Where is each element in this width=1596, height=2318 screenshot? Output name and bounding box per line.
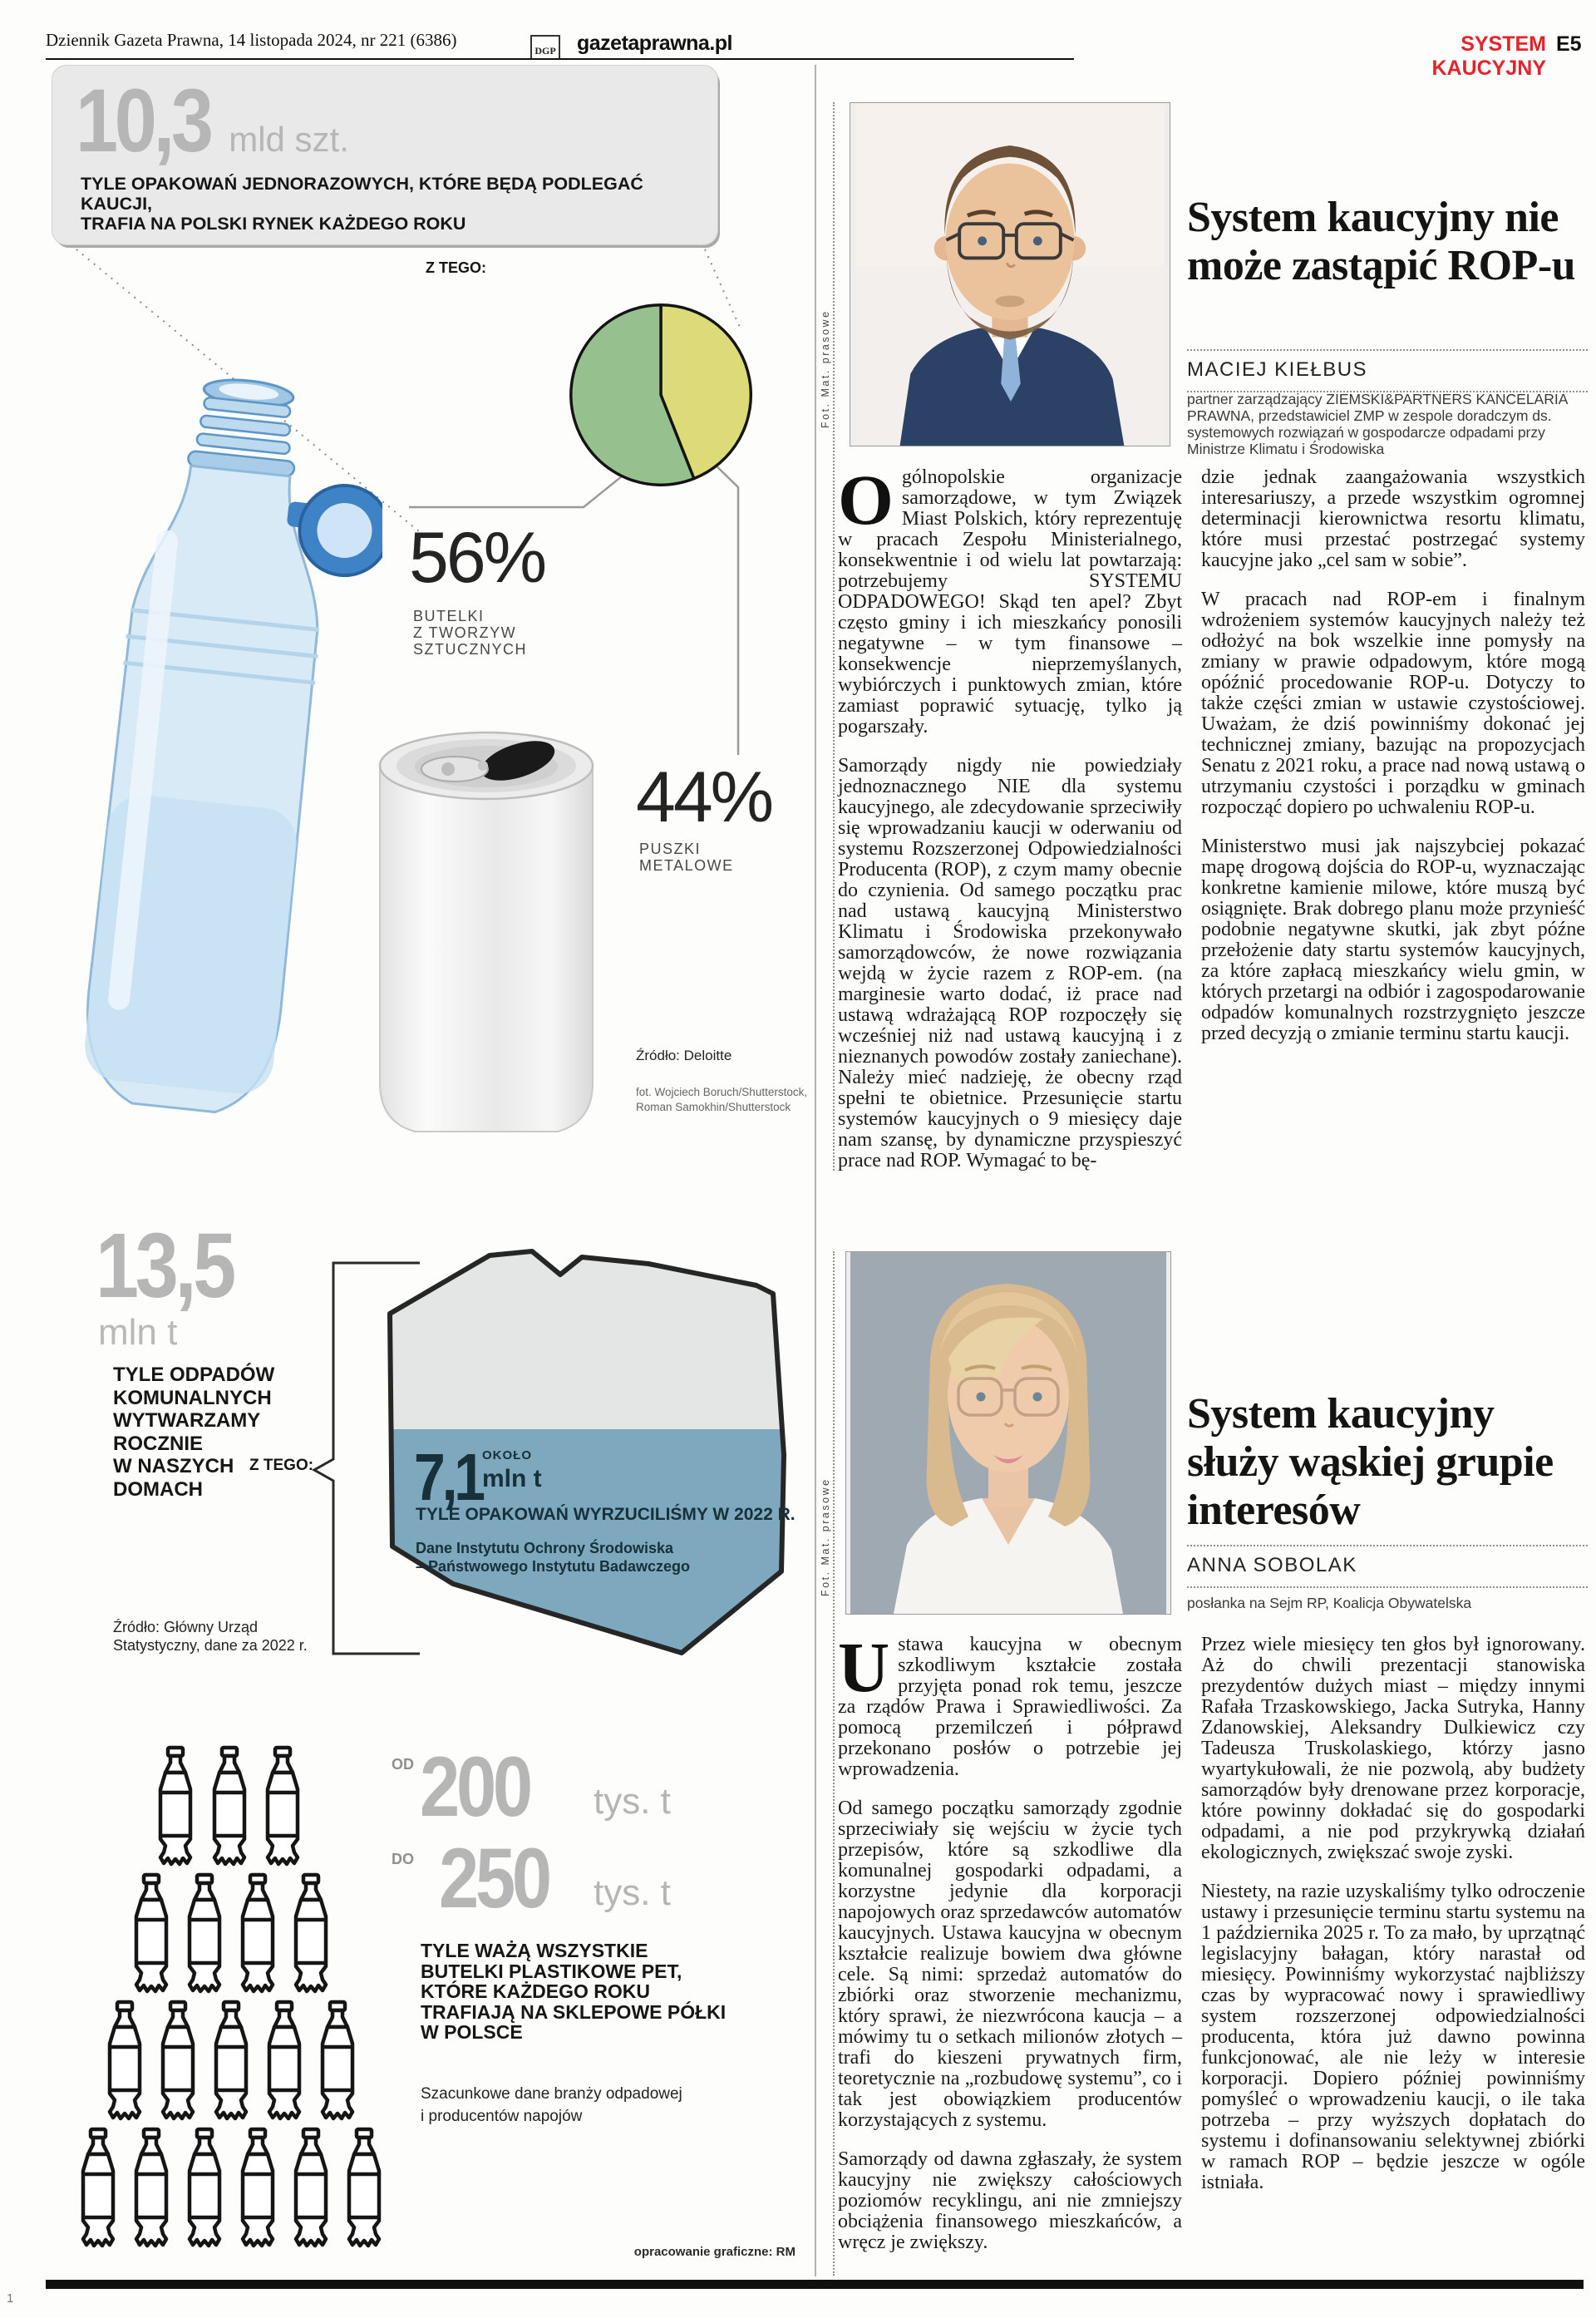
- caption-line: TRAFIAJĄ NA SKLEPOWE PÓŁKI: [421, 2000, 727, 2023]
- article1-author-photo: [850, 102, 1170, 446]
- infographic3-to-value: 250: [439, 1831, 549, 1926]
- infographic2-value: 13,5: [96, 1215, 233, 1317]
- pie-caption-44: [639, 841, 734, 874]
- article2-author: ANNA SOBOLAK: [1187, 1545, 1588, 1588]
- bottom-rule: [46, 2280, 1584, 2289]
- article1-column1: [838, 460, 1182, 1190]
- paragraph: W pracach nad ROP-em i finalnym wdrożeniem systemów kaucyjnych należy też odłożyć na bok wszelkie inne pomysły na zmiany w prawie odpadowym, które mogą opóźnić procedowanie ROP-u. Dotyczy to także części zmian w ustawie czystościowej. Uważam, że dziś powinniśmy dokonać jej technicznej zmiany, bazując na propozycjach Senatu z 2021 roku, a prace nad nową ustawą o utrzymaniu czystości i porządku w gminach rozpocząć dopiero po uchwaleniu ROP-u.: [1201, 589, 1585, 818]
- note-line: i producentów napojów: [421, 2108, 583, 2125]
- infographic2-of-which-label: Z TEGO:: [249, 1457, 314, 1474]
- photo-credit-line: fot. Wojciech Boruch/Shutterstock,: [636, 1086, 808, 1098]
- infographic3-unit: tys. t: [594, 1781, 671, 1822]
- pie-caption-56-line: BUTELKI: [413, 608, 485, 624]
- infographic3-unit2: tys. t: [594, 1872, 671, 1913]
- infographic1-source: Źródło: Deloitte: [636, 1048, 732, 1063]
- infographic2-inner-source: [416, 1540, 690, 1576]
- pet-bottle-photo: [50, 370, 382, 1168]
- article2-author-photo: [845, 1251, 1171, 1615]
- infographic3-note: [421, 2083, 682, 2128]
- portrait-anna-sobolak: [846, 1252, 1170, 1614]
- column-divider: [815, 65, 816, 2276]
- infographic1-unit: mld szt.: [229, 120, 349, 159]
- caption-line: W NASZYCH: [113, 1455, 234, 1477]
- infographic2-unit: mln t: [98, 1312, 178, 1353]
- article1-dotted-rule: [833, 102, 835, 1171]
- infographic1-photo-credit: [636, 1085, 807, 1114]
- article2-photo-credit: Fot. Mat. prasowe: [820, 1471, 831, 1603]
- pie-caption-56: [413, 608, 527, 658]
- paragraph: Ogólnopolskie organizacje samorządowe, w tym Związek Miast Polskich, który reprezentuję w pracach Zespołu Ministerialnego, konsekwentnie i od wielu lat powtarzają: potrzebujemy SYSTEMU ODPADOWEGO! Skąd ten apel? Zbyt często gminy i ich mieszkańcy ponosili negatywne – w tym finansowe – konsekwencje nieprzemyślanych, wybiórczych i punktowych zmian, które zamiast poprawić sytuację, tylko ją pogarszały.: [838, 460, 1182, 737]
- caption-line: KOMUNALNYCH: [113, 1386, 272, 1409]
- source-line: Statystyczny, dane za 2022 r.: [113, 1637, 308, 1654]
- pie-caption-44-line: METALOWE: [639, 857, 734, 874]
- pie-caption-56-line: SZTUCZNYCH: [413, 641, 527, 658]
- caption-line: KTÓRE KAŻDEGO ROKU: [421, 1980, 650, 2002]
- caption-line: DOMACH: [113, 1477, 203, 1501]
- article2-author-bio: posłanka na Sejm RP, Koalicja Obywatelska: [1187, 1595, 1472, 1611]
- pie-label-44: 44%: [636, 757, 772, 837]
- article1-photo-credit: Fot. Mat. prasowe: [820, 303, 831, 435]
- source-line: – Państwowego Instytutu Badawczego: [416, 1557, 691, 1575]
- infographic1-box: [52, 65, 718, 245]
- article2-headline: System kaucyjny służy wąskiej grupie interesów: [1187, 1390, 1554, 1534]
- caption-line: TYLE WAŻĄ WSZYSTKIE: [421, 1940, 648, 1961]
- bottle-pyramid: [71, 1734, 420, 2266]
- dgp-logo: [530, 35, 560, 60]
- paragraph: Od samego początku samorządy zgodnie sprzeciwiały się wejściu w życie tych przepisów, które są szkodliwe dla komunalnej gospodarki odpadami, a korzystne jedynie dla korporacji napojowych oraz sprzedawców automatów kaucyjnych. Ustawa kaucyjna w obecnym kształcie realizuje bowiem dwa główne cele. Są nimi: sprzedaż automatów do zbiórki oraz stworzenie mechanizmu, który sprawi, że niezwrócona kaucja – a mówimy tu o setkach milionów złotych – trafi do kieszeni prywatnych firm, teoretycznie na „rozbudowę systemu”, co i tak jest obowiązkiem producentów korzystających z systemu.: [838, 1798, 1182, 2131]
- paragraph: Niestety, na razie uzyskaliśmy tylko odroczenie ustawy i przesunięcie terminu startu systemu na 1 października 2025 r. To za mało, by uprzątnąć legislacyjny bałagan, który narastał od miesięcy. Powinniśmy wykorzystać najbliższy czas by wypracować nowy i sprawiedliwy system rozszerzonej odpowiedzialności producenta, która już dawno powinna funkcjonować, ale nie leży w interesie korporacji. Dopiero później powinniśmy pomyśleć o wprowadzeniu kaucji, o ile taka potrzeba – przy wyższych dopłatach do systemu i dofinansowaniu selektywnej zbiórki w ramach ROP – będzie jeszcze w ogóle istniała.: [1201, 1881, 1585, 2193]
- packaging-pie-chart: [559, 293, 763, 497]
- paragraph: Ustawa kaucyjna w obecnym szkodliwym kształcie została przyjęta ponad rok temu, jeszcze za rządów Prawa i Sprawiedliwości. Za pomocą przemilczeń i półprawd przekonano posłów o potrzebie jej wprowadzenia.: [838, 1627, 1182, 1780]
- infographic1-of-which-label: Z TEGO:: [426, 259, 486, 276]
- article2-column2: [1201, 1635, 1585, 2212]
- section-title: SYSTEM KAUCYJNY: [1431, 32, 1546, 80]
- article2-dotted-rule: [833, 1251, 835, 2276]
- article1-column2: [1201, 467, 1585, 1063]
- caption-line: ROCZNIE: [113, 1432, 203, 1455]
- pie-caption-44-line: PUSZKI: [639, 841, 702, 857]
- caption-line: WYTWARZAMY: [113, 1409, 261, 1432]
- masthead-date-line: Dziennik Gazeta Prawna, 14 listopada 2024, nr 221 (6386): [46, 30, 457, 50]
- caption-line: TYLE ODPADÓW: [113, 1364, 275, 1386]
- metal-can-photo: [362, 694, 611, 1168]
- article2-column1: [838, 1627, 1182, 2271]
- infographic2-inner-value: 7,1: [414, 1440, 482, 1514]
- paragraph: dzie jednak zaangażowania wszystkich interesariuszy, a przede wszystkim ogromnej determinacji kierownictwa resortu klimatu, które musi przestać postrzegać systemy kaucyjne jako „cel sam w sobie”.: [1201, 466, 1585, 571]
- note-line: Szacunkowe dane branży odpadowej: [421, 2085, 682, 2103]
- infographic2-inner-unit: mln t: [482, 1465, 542, 1492]
- infographic2-source: [113, 1618, 308, 1655]
- infographic1-caption-line2: TRAFIA NA POLSKI RYNEK KAŻDEGO ROKU: [81, 214, 466, 234]
- paragraph: Samorządy nigdy nie powiedziały jednoznacznego NIE dla systemu kaucyjnego, ale zdecydowanie sprzeciwiły się wprowadzaniu kaucji w oderwaniu od systemu Rozszerzonej Odpowiedzialności Producenta (ROP), z czym mamy obecnie do czynienia. Od samego początku prac nad ustawą kaucyjną Ministerstwo Klimatu i Środowiska przekonywało samorządowców, że nowe rozwiązania wejdą w życie razem z ROP-em. (na marginesie warto dodać, iż prace nad ustawą wdrażającą ROP rozpoczęły się wcześniej niż nad ustawą kaucyjną i z nieznanych powodów zostały zaniechane). Należy mieć nadzieję, że obecny rząd spełni te obietnice. Przesunięcie startu systemów kaucyjnych o 9 miesięcy daje nam szansę, by dynamiczne przyspieszyć prace nad ROP. Wymagać to bę-: [838, 755, 1182, 1171]
- infographic2-inner-caption: TYLE OPAKOWAŃ WYRZUCILIŚMY W 2022 R.: [416, 1505, 796, 1524]
- article1-headline: System kaucyjny nie może zastąpić ROP-u: [1187, 194, 1576, 289]
- infographic1-value: 10,3: [76, 70, 210, 170]
- article1-author: MACIEJ KIEŁBUS: [1187, 349, 1588, 392]
- infographic1-caption-line1: TYLE OPAKOWAŃ JEDNORAZOWYCH, KTÓRE BĘDĄ PODLEGAĆ KAUCJI,: [81, 174, 643, 214]
- masthead-site: gazetaprawna.pl: [577, 32, 732, 55]
- header-rule: [46, 58, 1074, 60]
- source-line: Dane Instytutu Ochrony Środowiska: [416, 1540, 674, 1556]
- pie-caption-56-line: Z TWORZYW: [413, 624, 517, 641]
- photo-credit-line: Roman Samokhin/Shutterstock: [636, 1100, 791, 1113]
- infographic3-to-label: DO: [392, 1851, 414, 1867]
- paragraph: Przez wiele miesięcy ten głos był ignorowany. Aż do chwili prezentacji stanowiska prezydentów dużych miast – między innymi Rafała Trzaskowskiego, Jacka Sutryka, Hanny Zdanowskiej, Aleksandry Dulkiewicz czy Tadeusza Truskolaskiego, którzy jasno wyartykułowali, że nie pozwolą, aby budżety samorządów były drenowane przez korporacje, które powinny dokładać się do gospodarki odpadami, a nie pod przykrywką działań ekologicznych, zwiększać swoje zyski.: [1201, 1634, 1585, 1863]
- caption-line: W POLSCE: [421, 2021, 523, 2043]
- graphics-credit: opracowanie graficzne: RM: [633, 2245, 796, 2259]
- infographic3-from-value: 200: [420, 1739, 530, 1834]
- infographic2-inner-approx: OKOŁO: [482, 1448, 532, 1462]
- source-line: Źródło: Główny Urząd: [113, 1619, 259, 1635]
- paragraph: Ministerstwo musi jak najszybciej pokazać mapę drogową dojścia do ROP-u, wyznaczając konkretne kamienie milowe, które muszą być osiągnięte. Brak dobrego planu może przynieść podobnie negatywne skutki, jak zbyt późne przełożenie daty startu systemów kaucyjnych, za które zapłacą mieszkańcy wielu gmin, w których przetargi na odbiór i zagospodarowanie odpadów komunalnych rozstrzygnięto jeszcze przed decyzją o zmianie terminu startu kaucji.: [1201, 836, 1585, 1044]
- page-corner-number: 1: [7, 2291, 14, 2306]
- infographic3-caption: [421, 1941, 726, 2043]
- caption-line: BUTELKI PLASTIKOWE PET,: [421, 1960, 682, 1982]
- pie-label-56: 56%: [409, 518, 545, 598]
- infographic2-caption: [113, 1364, 274, 1501]
- dgp-logo-text: DGP: [534, 45, 556, 57]
- infographic3-from-label: OD: [392, 1756, 414, 1773]
- paragraph: Samorządy od dawna zgłaszały, że system kaucyjny nie zwiększy całościowych poziomów recyklingu, ani nie zmniejszy obciążenia finansowego mieszkańców, a wręcz je zwiększy.: [838, 2148, 1182, 2253]
- page-number: E5: [1556, 32, 1582, 56]
- article1-author-bio: partner zarządzający ZIEMSKI&PARTNERS KANCELARIA PRAWNA, przedstawiciel ZMP w zespole doradczym ds. systemowych rozwiązań w gospodarcze odpadami przy Ministrze Klimatu i Środowiska: [1187, 391, 1568, 457]
- portrait-maciej-kielbus: [850, 103, 1170, 446]
